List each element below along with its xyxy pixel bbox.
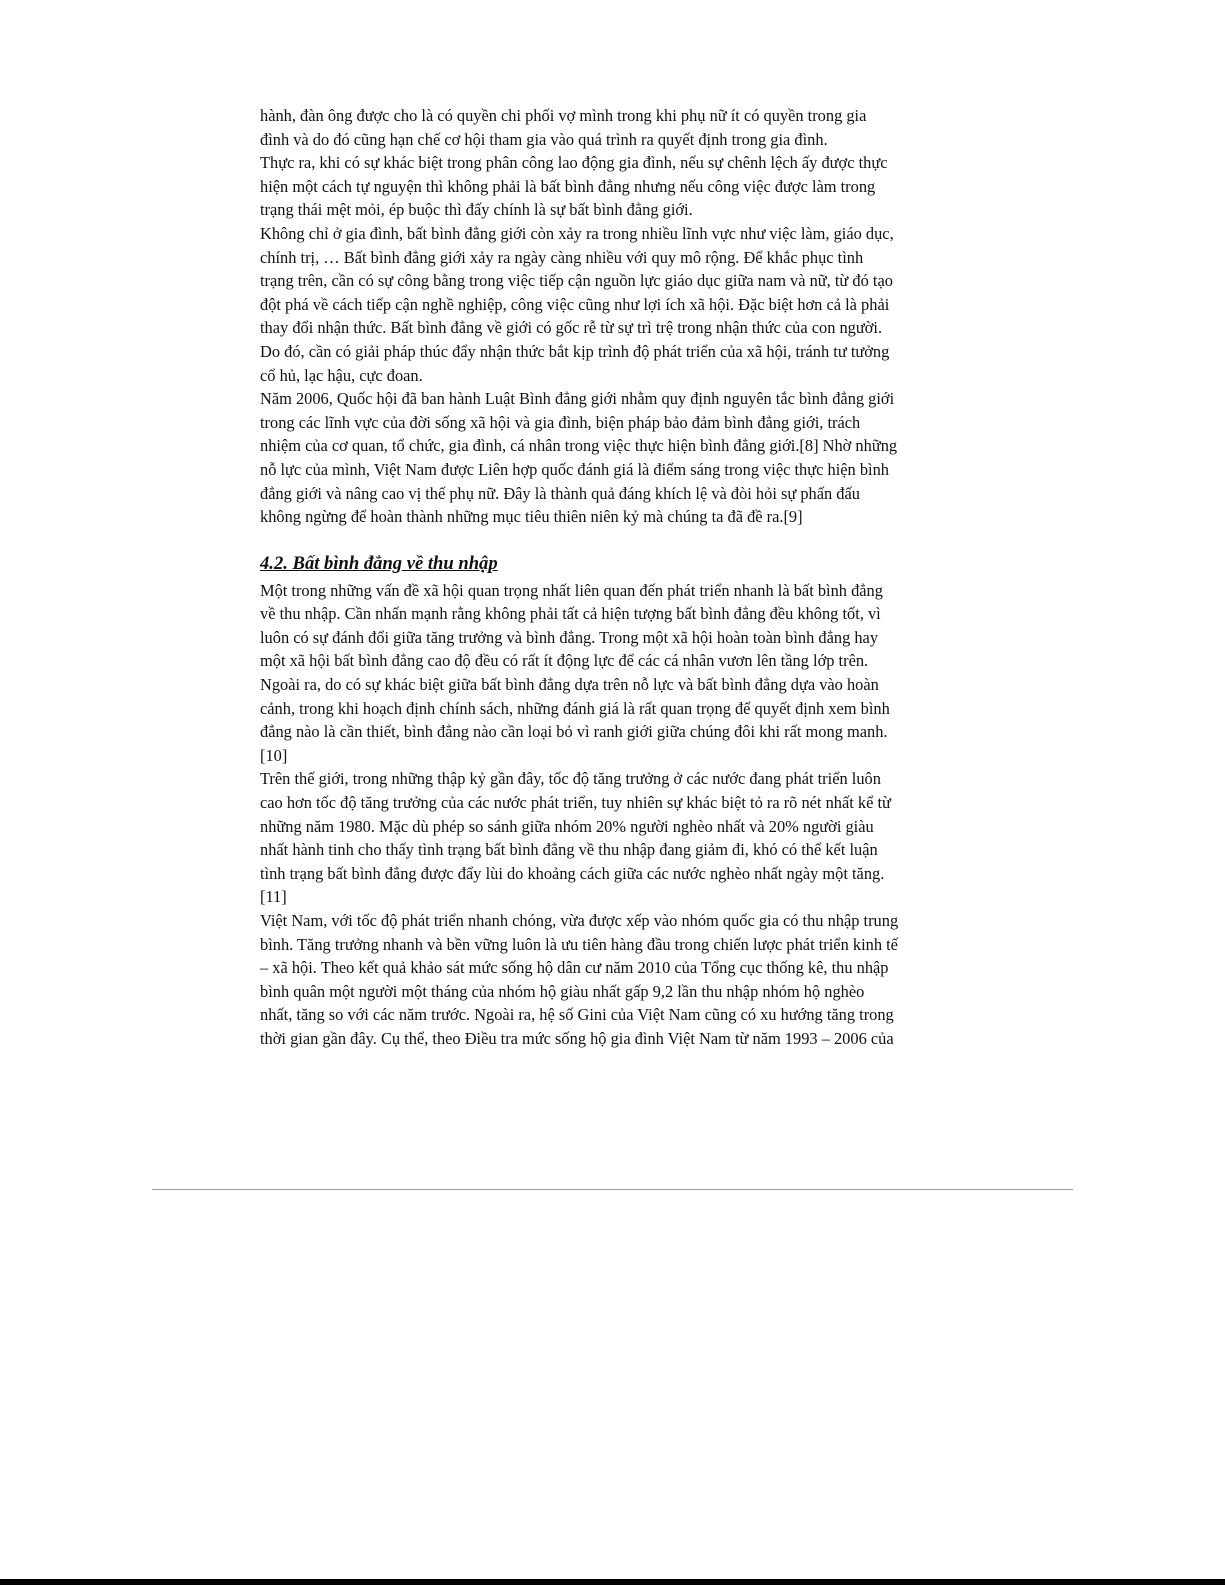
paragraph-labor-division — [260, 151, 966, 222]
text-line: – xã hội. Theo kết quả khảo sát mức sống hộ dân cư năm 2010 của Tổng cục thống kê, thu nhập — [260, 958, 889, 978]
paragraph-gender-household — [260, 104, 966, 151]
text-line: hành, đàn ông được cho là có quyền chi phối vợ mình trong khi phụ nữ ít có quyền trong gia — [260, 106, 867, 125]
citation-line: [10] — [260, 745, 288, 765]
paragraph-vietnam — [260, 909, 966, 1051]
text-line: đình và do đó cũng hạn chế cơ hội tham gia vào quá trình ra quyết định trong gia đình. — [260, 129, 828, 149]
text-line: luôn có sự đánh đổi giữa tăng trưởng và bình đẳng. Trong một xã hội hoàn toàn bình đẳng hay — [260, 627, 879, 647]
text-line: Việt Nam, với tốc độ phát triển nhanh chóng, vừa được xếp vào nhóm quốc gia có thu nhập trung — [260, 911, 899, 930]
text-line: không ngừng để hoàn thành những mục tiêu thiên niên kỷ mà chúng ta đã đề ra.[9] — [260, 507, 803, 527]
text-line: bình quân một người một tháng của nhóm hộ giàu nhất gấp 9,2 lần thu nhập nhóm hộ nghèo — [260, 981, 865, 1001]
text-line: thay đổi nhận thức. Bất bình đẳng về giới có gốc rễ từ sự trì trệ trong nhận thức của con người. — [260, 318, 883, 338]
paragraph-other-fields — [260, 222, 966, 387]
citation-line: [11] — [260, 887, 287, 907]
text-line: Trên thế giới, trong những thập kỷ gần đây, tốc độ tăng trưởng ở các nước đang phát triển luôn — [260, 769, 881, 789]
text-line: Năm 2006, Quốc hội đã ban hành Luật Bình đẳng giới nhằm quy định nguyên tắc bình đẳng giới — [260, 389, 895, 409]
text-line: trạng trên, cần có sự công bằng trong việc tiếp cận nguồn lực giáo dục giữa nam và nữ, từ đó tạo — [260, 271, 893, 291]
paragraph-law-2006 — [260, 387, 966, 529]
text-line: Thực ra, khi có sự khác biệt trong phân công lao động gia đình, nếu sự chênh lệch ấy được thực — [260, 153, 888, 173]
text-line: Ngoài ra, do có sự khác biệt giữa bất bình đẳng dựa trên nỗ lực và bất bình đẳng dựa vào hoàn — [260, 675, 879, 695]
bottom-edge-bar — [0, 1579, 1225, 1585]
paragraph-world — [260, 767, 966, 909]
text-line: bình. Tăng trưởng nhanh và bền vững luôn là ưu tiên hàng đầu trong chiến lược phát triển kinh tế — [260, 934, 898, 954]
document-page — [260, 104, 966, 1051]
text-line: một xã hội bất bình đẳng cao độ đều có rất ít động lực để các cá nhân vươn lên tầng lớp trên. — [260, 651, 869, 671]
text-line: đẳng giới và nâng cao vị thế phụ nữ. Đây là thành quả đáng khích lệ và đòi hỏi sự phấn đấu — [260, 483, 860, 503]
text-line: Không chỉ ở gia đình, bất bình đẳng giới còn xảy ra trong nhiều lĩnh vực như việc làm, giáo dục, — [260, 223, 894, 243]
text-line: đẳng nào là cần thiết, bình đẳng nào cần loại bỏ vì ranh giới giữa chúng đôi khi rất mong manh. — [260, 722, 888, 742]
text-line: những năm 1980. Mặc dù phép so sánh giữa nhóm 20% người nghèo nhất và 20% người giàu — [260, 816, 874, 836]
text-line: nỗ lực của mình, Việt Nam được Liên hợp quốc đánh giá là điểm sáng trong việc thực hiện bình — [260, 459, 889, 479]
text-line: Một trong những vấn đề xã hội quan trọng nhất liên quan đến phát triển nhanh là bất bình đẳng — [260, 580, 883, 600]
text-line: hiện một cách tự nguyện thì không phải là bất bình đẳng nhưng nếu công việc được làm trong — [260, 176, 876, 196]
text-line: đột phá về cách tiếp cận nghề nghiệp, công việc cũng như lợi ích xã hội. Đặc biệt hơn cả là phải — [260, 294, 890, 314]
text-line: chính trị, … Bất bình đẳng giới xảy ra ngày càng nhiều với quy mô rộng. Để khắc phục tình — [260, 247, 864, 267]
text-line: nhất hành tinh cho thấy tình trạng bất bình đẳng về thu nhập đang giảm đi, khó có thể kết luận — [260, 840, 878, 860]
text-line: về thu nhập. Cần nhấn mạnh rằng không phải tất cả hiện tượng bất bình đẳng đều không tốt, vì — [260, 604, 881, 624]
paragraph-spacer — [260, 529, 966, 549]
text-line: nhiệm của cơ quan, tổ chức, gia đình, cá nhân trong việc thực hiện bình đẳng giới.[8] Nhờ những — [260, 436, 898, 456]
text-line: tình trạng bất bình đẳng được đẩy lùi do khoảng cách giữa các nước nghèo nhất ngày một tăng. — [260, 863, 885, 883]
section-heading: 4.2. Bất bình đẳng về thu nhập — [260, 552, 498, 574]
text-line: Do đó, cần có giải pháp thúc đẩy nhận thức bắt kịp trình độ phát triển của xã hội, tránh tư tưởng — [260, 341, 890, 361]
text-line: trong các lĩnh vực của đời sống xã hội và gia đình, biện pháp bảo đảm bình đẳng giới, trách — [260, 412, 861, 432]
page-divider — [152, 1189, 1073, 1190]
text-line: cao hơn tốc độ tăng trưởng của các nước phát triển, tuy nhiên sự khác biệt tỏ ra rõ nét nhất kể từ — [260, 793, 891, 813]
paragraph-income-intro — [260, 579, 966, 768]
text-line: nhất, tăng so với các năm trước. Ngoài ra, hệ số Gini của Việt Nam cũng có xu hướng tăng trong — [260, 1005, 894, 1025]
text-line: cổ hủ, lạc hậu, cực đoan. — [260, 365, 423, 385]
text-line: trạng thái mệt mỏi, ép buộc thì đấy chính là sự bất bình đẳng giới. — [260, 200, 693, 220]
text-line: cảnh, trong khi hoạch định chính sách, những đánh giá là rất quan trọng để quyết định xem bình — [260, 698, 890, 718]
text-line: thời gian gần đây. Cụ thể, theo Điều tra mức sống hộ gia đình Việt Nam từ năm 1993 – 2006 của — [260, 1028, 894, 1048]
